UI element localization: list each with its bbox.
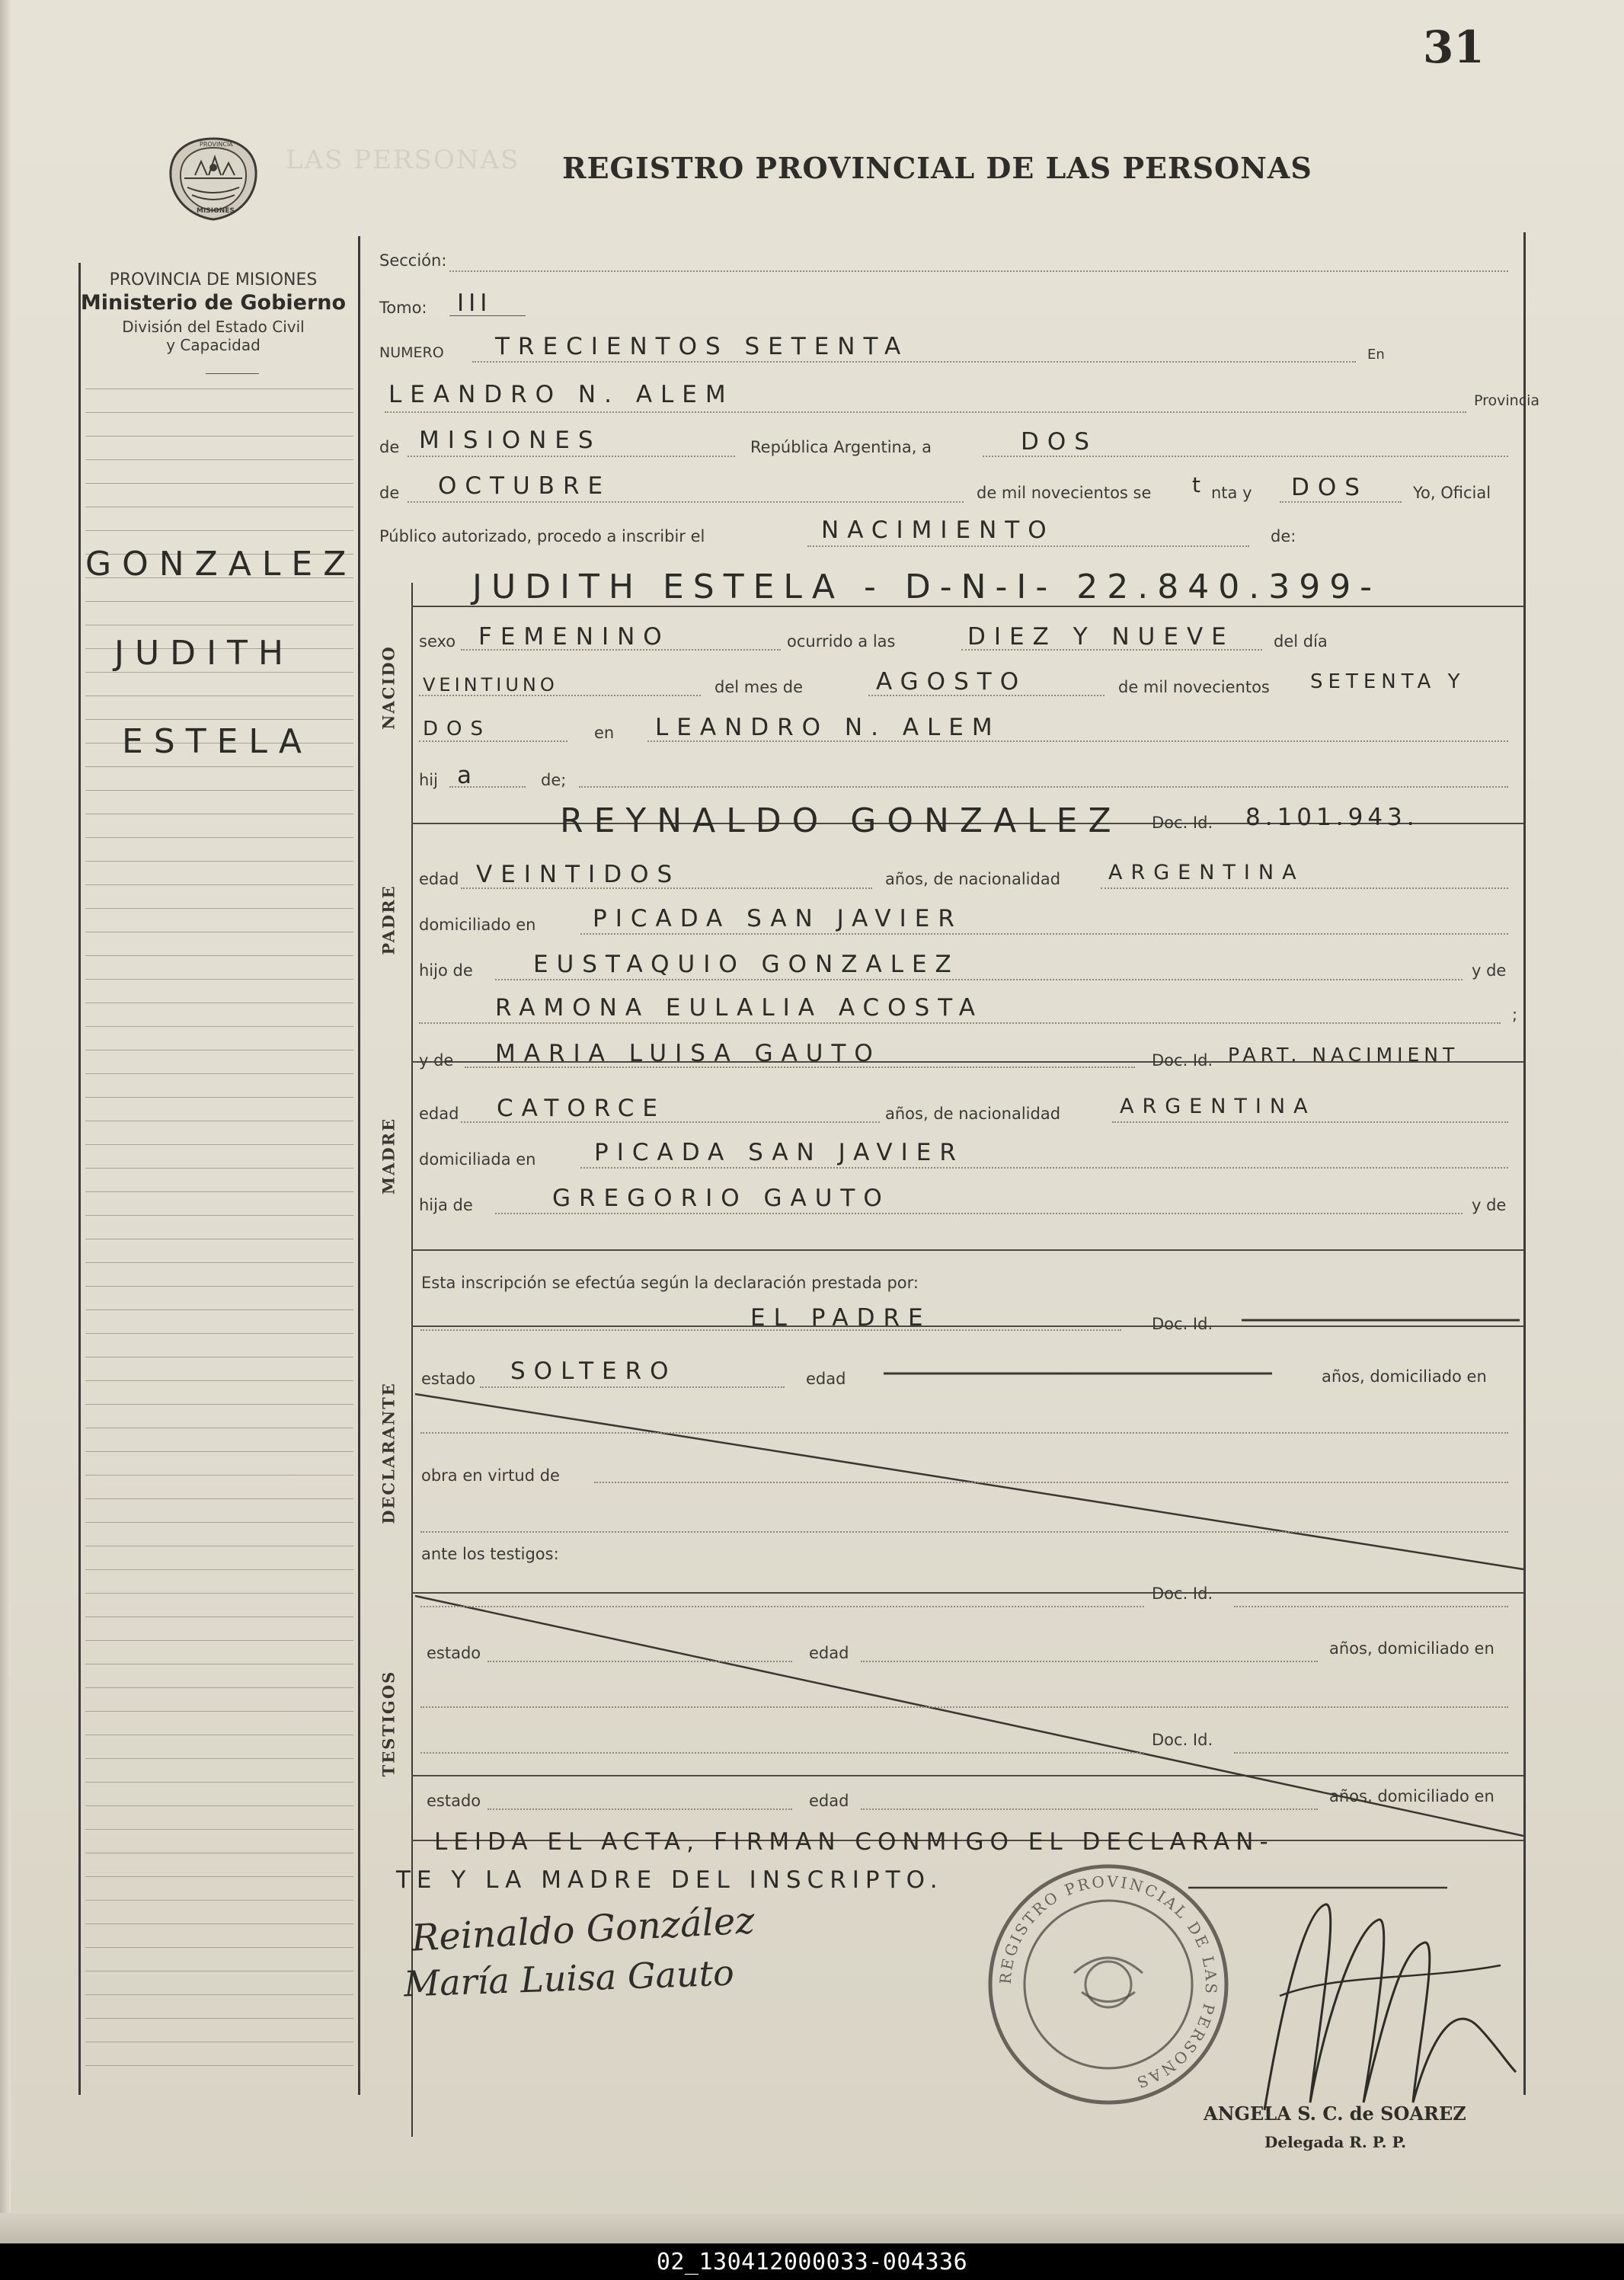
label-numero: NUMERO: [379, 344, 444, 361]
line-hij-de: [579, 786, 1508, 788]
line-testigo-1-estado: [488, 1661, 792, 1662]
label-madre-doc: Doc. Id.: [1152, 1051, 1213, 1070]
label-testigo-2-anios: años, domiciliado en: [1329, 1787, 1495, 1805]
label-declarante-edad: edad: [806, 1370, 846, 1388]
value-hora: DIEZ Y NUEVE: [967, 623, 1235, 651]
label-padre-dom: domiciliado en: [419, 916, 536, 934]
label-provincia: Provincia: [1474, 392, 1540, 409]
margin-surname: GONZALEZ: [85, 545, 357, 584]
value-padre-padre: EUSTAQUIO GONZALEZ: [533, 951, 960, 978]
label-del-mes: del mes de: [714, 678, 804, 696]
line-padre-nac: [1101, 887, 1508, 889]
line-mes: [408, 501, 964, 503]
official-stamp-icon: [983, 1859, 1234, 2110]
line-declarante-dom: [420, 1432, 1508, 1434]
line-madre-edad: [461, 1121, 880, 1123]
line-ano-nac-2: [419, 740, 567, 742]
label-de-hij: de;: [541, 771, 567, 789]
label-de-mil: de mil novecientos se: [977, 484, 1152, 502]
label-ta-y: nta y: [1211, 484, 1252, 502]
line-padre-dom: [580, 933, 1508, 935]
label-madre-hija: hija de: [419, 1196, 473, 1214]
value-tomo: III: [457, 289, 492, 317]
line-testigo-2-doc: [1234, 1752, 1508, 1754]
label-padre-nac: años, de nacionalidad: [885, 870, 1061, 888]
value-padre-dom: PICADA SAN JAVIER: [593, 905, 963, 932]
line-sexo: [461, 649, 781, 651]
signature-father: Reinaldo González: [410, 1899, 756, 1960]
value-padre-nac: ARGENTINA: [1108, 861, 1305, 884]
line-declarante: [420, 1329, 1121, 1331]
label-de-mes: de: [379, 484, 400, 502]
value-provincia: MISIONES: [419, 427, 602, 454]
seal-text-bottom: MISIONES: [197, 207, 235, 215]
line-testigo-1-dom: [420, 1706, 1508, 1708]
label-declaracion: Esta inscripción se efectúa según la declaración prestada por:: [421, 1274, 919, 1292]
line-madre-dom: [580, 1167, 1508, 1169]
label-en: En: [1367, 347, 1385, 363]
label-testigos-ante: ante los testigos:: [421, 1545, 559, 1563]
value-nombre: JUDITH ESTELA - D-N-I- 22.840.399-: [472, 568, 1382, 606]
label-del-dia: del día: [1274, 632, 1328, 651]
line-seccion: [449, 270, 1508, 272]
line-dia-nac: [419, 695, 701, 696]
value-madre-nombre: MARIA LUISA GAUTO: [495, 1040, 881, 1067]
line-madre-padre: [495, 1213, 1463, 1214]
label-padre-doc: Doc. Id.: [1152, 814, 1213, 832]
line-tomo: [449, 315, 526, 316]
label-declarante-doc: Doc. Id.: [1152, 1315, 1213, 1333]
value-mes-nac: AGOSTO: [876, 668, 1028, 696]
label-hij: hij: [419, 771, 438, 789]
line-numero: [472, 361, 1356, 363]
label-republica: República Argentina, a: [750, 438, 932, 456]
label-en-nac: en: [594, 724, 615, 742]
official-signature-icon: [1249, 1882, 1523, 2133]
note-line-2: TE Y LA MADRE DEL INSCRIPTO.: [396, 1866, 944, 1894]
line-hij: [449, 786, 526, 788]
image-id-footer: 02_130412000033-004336: [0, 2243, 1624, 2280]
label-madre-dom: domiciliada en: [419, 1150, 536, 1169]
line-provincia: [408, 456, 735, 457]
line-padre-padre: [495, 979, 1463, 980]
label-yo-oficial: Yo, Oficial: [1413, 484, 1491, 502]
label-testigo-1-anios: años, domiciliado en: [1329, 1639, 1495, 1658]
official-title: Delegada R. P. P.: [1264, 2133, 1407, 2151]
label-testigo-2-doc: Doc. Id.: [1152, 1731, 1213, 1749]
line-testigo-1-doc: [1234, 1606, 1508, 1607]
line-lugar: [385, 411, 1466, 413]
line-obra: [594, 1482, 1508, 1483]
value-madre-padre: GREGORIO GAUTO: [552, 1185, 890, 1212]
label-testigo-2-estado: estado: [427, 1792, 481, 1810]
value-mes: OCTUBRE: [438, 472, 612, 500]
line-testigo-1-edad: [861, 1661, 1318, 1662]
binding-edge: [0, 0, 11, 2243]
label-padre-semicolon: ;: [1512, 1006, 1518, 1024]
label-obra: obra en virtud de: [421, 1466, 560, 1485]
label-de-acto: de:: [1271, 527, 1296, 545]
note-line-1: LEIDA EL ACTA, FIRMAN CONMIGO EL DECLARAN-: [434, 1828, 1274, 1856]
label-de-provincia: de: [379, 438, 400, 456]
section-label-nacido: NACIDO: [379, 645, 398, 730]
page-number: 31: [1423, 21, 1485, 73]
margin-first-name: JUDITH: [114, 634, 295, 673]
division-line-2: y Capacidad: [166, 336, 261, 354]
line-ano: [1280, 501, 1402, 503]
official-name: ANGELA S. C. de SOAREZ: [1204, 2103, 1466, 2125]
line-madre-nombre: [465, 1066, 1135, 1068]
line-madre-nac: [1112, 1121, 1508, 1123]
line-padre-edad: [461, 887, 872, 889]
line-testigo-2-estado: [488, 1808, 792, 1810]
label-padre-y-de: y de: [1472, 961, 1507, 980]
bottom-edge: [0, 2213, 1624, 2243]
label-testigo-1-edad: edad: [809, 1644, 849, 1662]
line-mes-nac: [868, 695, 1105, 696]
label-madre-y-de: y de: [419, 1051, 454, 1070]
value-ano-nac-1: SETENTA Y: [1310, 670, 1466, 693]
division-line-1: División del Estado Civil: [122, 318, 305, 336]
line-lugar-nac: [647, 740, 1508, 742]
label-declarante-anios: años, domiciliado en: [1322, 1367, 1487, 1386]
value-madre-dom: PICADA SAN JAVIER: [594, 1139, 964, 1166]
value-numero: TRECIENTOS SETENTA: [495, 333, 910, 360]
value-padre-edad: VEINTIDOS: [476, 861, 681, 888]
label-tomo: Tomo:: [379, 299, 427, 317]
bleed-through-text: LAS PERSONAS: [286, 145, 520, 175]
value-ano: DOS: [1291, 474, 1368, 501]
label-sexo: sexo: [419, 632, 456, 651]
line-obra-2: [420, 1531, 1508, 1533]
label-madre-nac: años, de nacionalidad: [885, 1105, 1061, 1123]
value-padre-madre: RAMONA EULALIA ACOSTA: [495, 994, 983, 1022]
label-seccion: Sección:: [379, 251, 447, 270]
value-declarante-estado: SOLTERO: [510, 1357, 677, 1385]
margin-middle-name: ESTELA: [122, 722, 313, 761]
label-testigo-1-estado: estado: [427, 1644, 481, 1662]
value-lugar-nac: LEANDRO N. ALEM: [655, 714, 1001, 741]
page-title: REGISTRO PROVINCIAL DE LAS PERSONAS: [562, 151, 1312, 185]
value-ano-nac-2: DOS: [423, 718, 491, 740]
line-acto: [807, 545, 1249, 547]
label-declarante-estado: estado: [421, 1370, 476, 1388]
value-madre-edad: CATORCE: [497, 1095, 667, 1122]
signature-mother: María Luisa Gauto: [403, 1952, 735, 2005]
label-testigo-1-doc: Doc. Id.: [1152, 1584, 1213, 1603]
label-de-mil-nac: de mil novecientos: [1118, 678, 1270, 696]
label-testigo-2-edad: edad: [809, 1792, 849, 1810]
value-madre-nac: ARGENTINA: [1120, 1095, 1316, 1118]
section-label-testigos: TESTIGOS: [379, 1670, 398, 1777]
value-acto: NACIMIENTO: [821, 516, 1055, 544]
line-dia: [983, 456, 1508, 457]
ministry-name: Ministerio de Gobierno: [80, 291, 347, 315]
section-label-padre: PADRE: [379, 884, 398, 955]
label-madre-edad: edad: [419, 1105, 459, 1123]
value-madre-doc: PART. NACIMIENT: [1228, 1044, 1459, 1066]
value-padre-nombre: REYNALDO GONZALEZ: [560, 801, 1122, 840]
line-testigo-2-edad: [861, 1808, 1318, 1810]
value-lugar: LEANDRO N. ALEM: [388, 381, 734, 408]
value-padre-doc: 8.101.943.: [1245, 804, 1419, 831]
value-hij-suffix: a: [457, 762, 480, 789]
line-testigo-1: [420, 1606, 1144, 1607]
line-hora: [961, 649, 1262, 651]
svg-text:REGISTRO PROVINCIAL DE LAS PER: REGISTRO PROVINCIAL DE LAS PERSONAS: [996, 1872, 1221, 2093]
seal-text-top: PROVINCIA: [200, 141, 233, 148]
value-dia: DOS: [1021, 428, 1098, 456]
section-label-madre: MADRE: [379, 1117, 398, 1195]
label-publico: Público autorizado, procedo a inscribir el: [379, 527, 705, 545]
line-declarante-estado: [480, 1386, 785, 1388]
label-padre-edad: edad: [419, 870, 459, 888]
label-madre-y-de-2: y de: [1472, 1196, 1507, 1214]
value-declarante: EL PADRE: [750, 1304, 932, 1332]
value-dia-nac: VEINTIUNO: [423, 674, 558, 696]
label-padre-hijo: hijo de: [419, 961, 473, 980]
line-testigo-2: [420, 1752, 1144, 1754]
label-ocurrido: ocurrido a las: [787, 632, 896, 651]
section-label-declarante: DECLARANTE: [379, 1382, 398, 1524]
value-ano-mark: t: [1192, 472, 1209, 497]
line-padre-madre: [419, 1022, 1501, 1024]
value-sexo: FEMENINO: [478, 623, 670, 651]
province-name: PROVINCIA DE MISIONES: [109, 270, 318, 289]
